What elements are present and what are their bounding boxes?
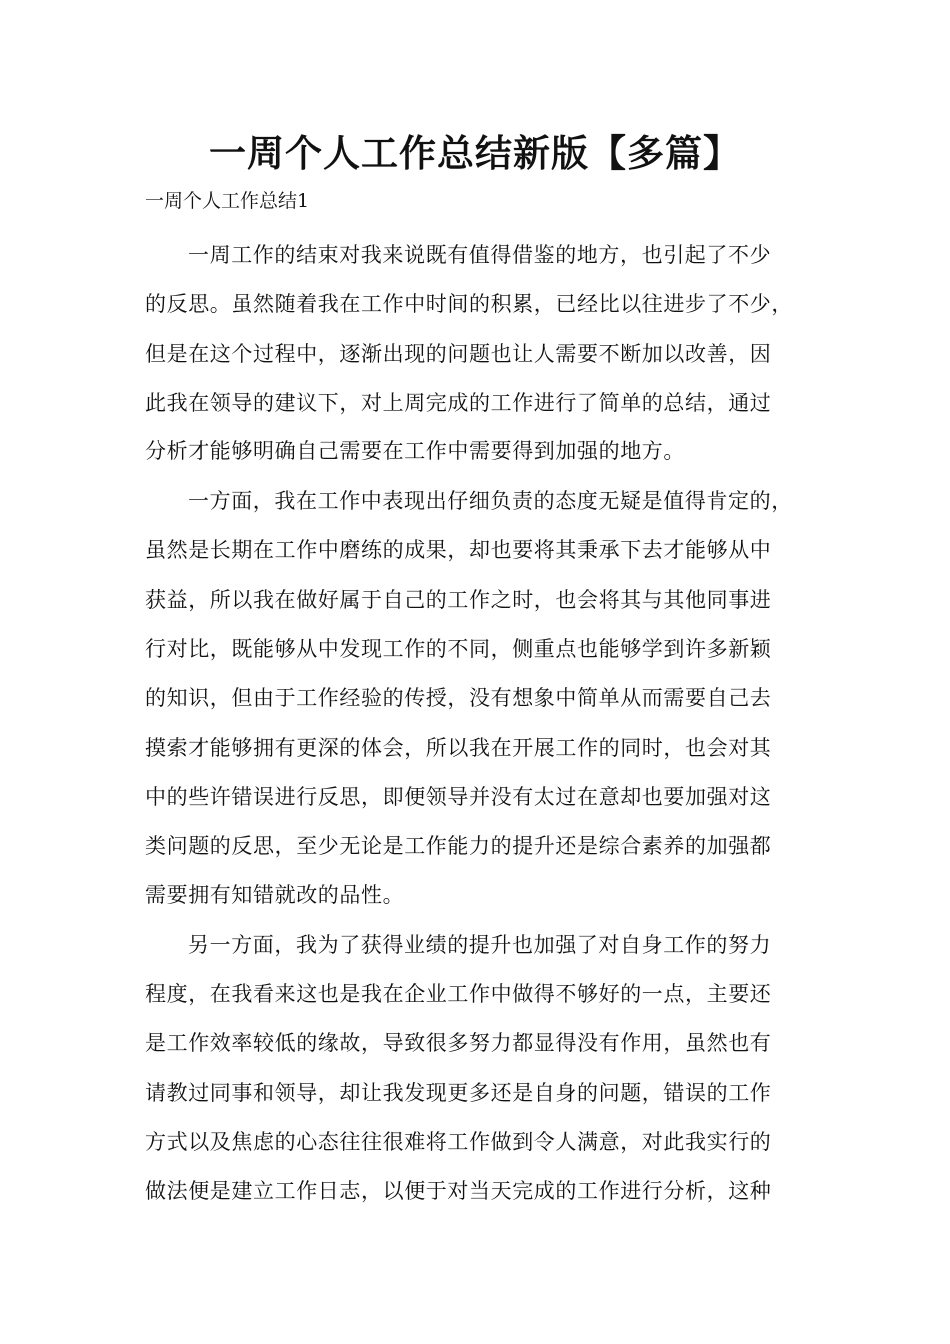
paragraph-line: 的知识，但由于工作经验的传授，没有想象中简单从而需要自己去 (145, 686, 772, 710)
paragraph-line: 是工作效率较低的缘故，导致很多努力都显得没有作用，虽然也有 (145, 1031, 772, 1055)
section-heading: 一周个人工作总结1 (145, 190, 310, 212)
paragraph-line: 获益，所以我在做好属于自己的工作之时，也会将其与其他同事进 (145, 588, 772, 612)
paragraph-line: 行对比，既能够从中发现工作的不同，侧重点也能够学到许多新颖 (145, 637, 772, 661)
paragraph-line: 请教过同事和领导，却让我发现更多还是自身的问题，错误的工作 (145, 1081, 772, 1105)
paragraph-line: 方式以及焦虑的心态往往很难将工作做到令人满意，对此我实行的 (145, 1130, 772, 1154)
paragraph-line: 中的些许错误进行反思，即便领导并没有太过在意却也要加强对这 (145, 785, 772, 809)
paragraph-line: 一周工作的结束对我来说既有值得借鉴的地方，也引起了不少 (188, 243, 772, 267)
paragraph-line: 摸索才能够拥有更深的体会，所以我在开展工作的同时，也会对其 (145, 736, 772, 760)
paragraph-line: 的反思。虽然随着我在工作中时间的积累，已经比以往进步了不少， (145, 292, 793, 316)
paragraph-line: 一方面，我在工作中表现出仔细负责的态度无疑是值得肯定的， (188, 489, 793, 513)
document-title: 一周个人工作总结新版【多篇】 (209, 132, 741, 175)
paragraph-line: 此我在领导的建议下，对上周完成的工作进行了简单的总结，通过 (145, 391, 772, 415)
paragraph-line: 做法便是建立工作日志，以便于对当天完成的工作进行分析，这种 (145, 1179, 772, 1203)
paragraph-line: 程度，在我看来这也是我在企业工作中做得不够好的一点，主要还 (145, 982, 772, 1006)
paragraph-line: 虽然是长期在工作中磨练的成果，却也要将其秉承下去才能够从中 (145, 538, 772, 562)
paragraph-line: 需要拥有知错就改的品性。 (145, 883, 405, 907)
paragraph-line: 分析才能够明确自己需要在工作中需要得到加强的地方。 (145, 439, 685, 463)
paragraph-line: 但是在这个过程中，逐渐出现的问题也让人需要不断加以改善，因 (145, 342, 772, 366)
paragraph-line: 另一方面，我为了获得业绩的提升也加强了对自身工作的努力 (188, 933, 772, 957)
paragraph-line: 类问题的反思，至少无论是工作能力的提升还是综合素养的加强都 (145, 834, 772, 858)
